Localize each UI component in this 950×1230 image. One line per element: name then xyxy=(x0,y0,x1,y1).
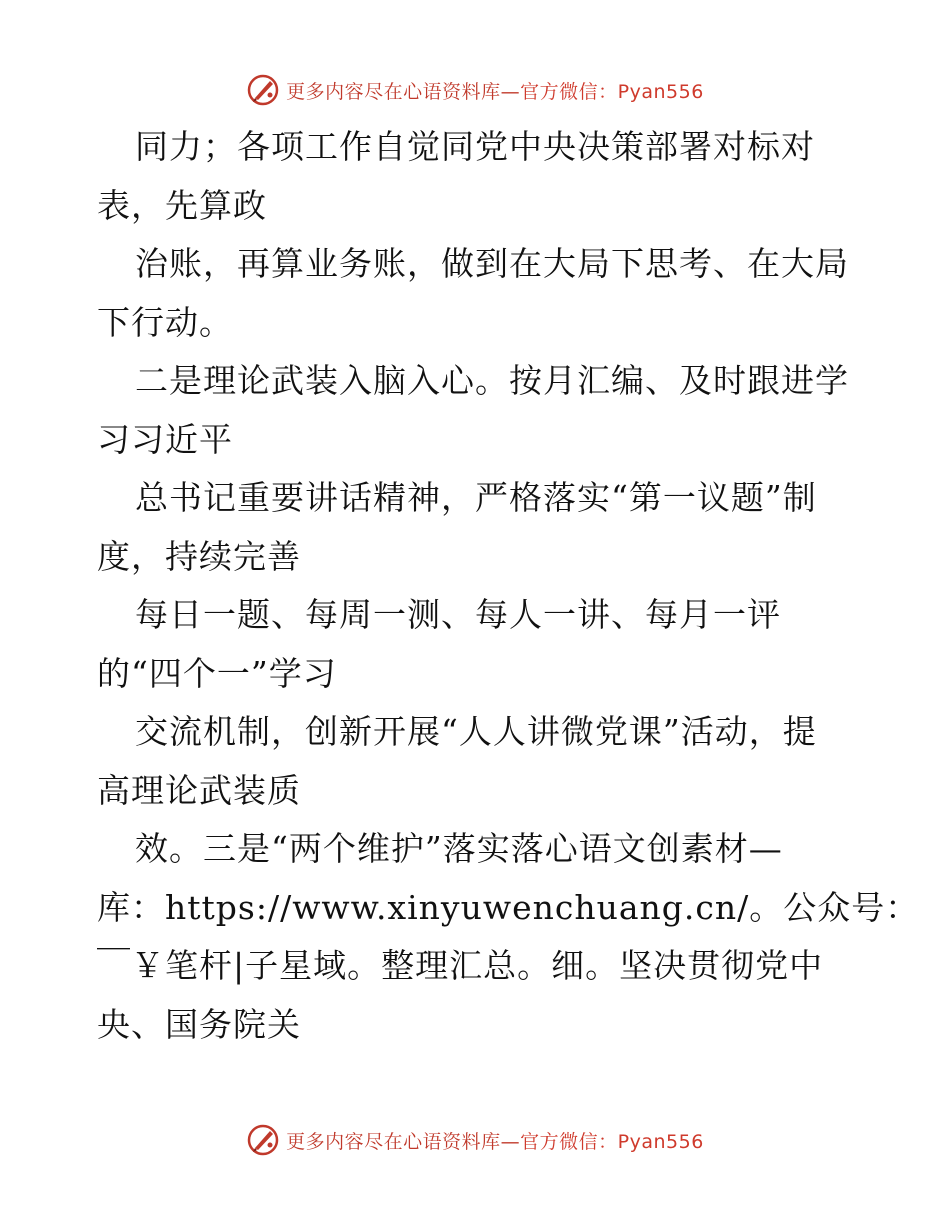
body-line: 每日一题、每周一测、每人一讲、每月一评 xyxy=(135,595,781,634)
banner-text xyxy=(286,1127,704,1154)
banner-separator: — xyxy=(500,80,521,103)
body-line: 表，先算政 xyxy=(97,185,267,225)
body-line: 交流机制，创新开展“人人讲微党课”活动，提 xyxy=(135,712,817,751)
body-line: 总书记重要讲话精神，严格落实“第一议题”制 xyxy=(135,478,817,517)
quill-pen-logo-icon xyxy=(246,73,280,107)
document-body xyxy=(97,118,920,1054)
body-line: 习习近平 xyxy=(97,419,233,459)
footer-banner xyxy=(0,1120,950,1160)
banner-wechat-text: 官方微信：Pyan556 xyxy=(520,80,704,103)
body-line: 央、国务院关 xyxy=(97,1004,301,1044)
banner-separator: — xyxy=(500,1130,521,1153)
body-line: 二是理论武装入脑入心。按月汇编、及时跟进学 xyxy=(135,361,849,400)
header-banner xyxy=(0,70,950,110)
body-line: 下行动。 xyxy=(97,302,233,342)
banner-site-text: 更多内容尽在心语资料库 xyxy=(286,1130,501,1153)
body-line: ￣￥笔杆|子星域。整理汇总。细。坚决贯彻党中 xyxy=(97,946,824,985)
banner-wechat-text: 官方微信：Pyan556 xyxy=(520,1130,704,1153)
body-line: 的“四个一”学习 xyxy=(97,653,337,693)
body-line: 高理论武装质 xyxy=(97,770,301,810)
quill-pen-logo-icon xyxy=(246,1123,280,1157)
body-line: 库：https://www.xinyuwenchuang.cn/。公众号： xyxy=(97,887,920,927)
banner-text xyxy=(286,77,704,104)
banner-site-text: 更多内容尽在心语资料库 xyxy=(286,80,501,103)
body-line: 同力；各项工作自觉同党中央决策部署对标对 xyxy=(135,127,815,166)
body-line: 度，持续完善 xyxy=(97,536,301,576)
body-line: 效。三是“两个维护”落实落心语文创素材— xyxy=(135,829,783,868)
body-line: 治账，再算业务账，做到在大局下思考、在大局 xyxy=(135,244,849,283)
